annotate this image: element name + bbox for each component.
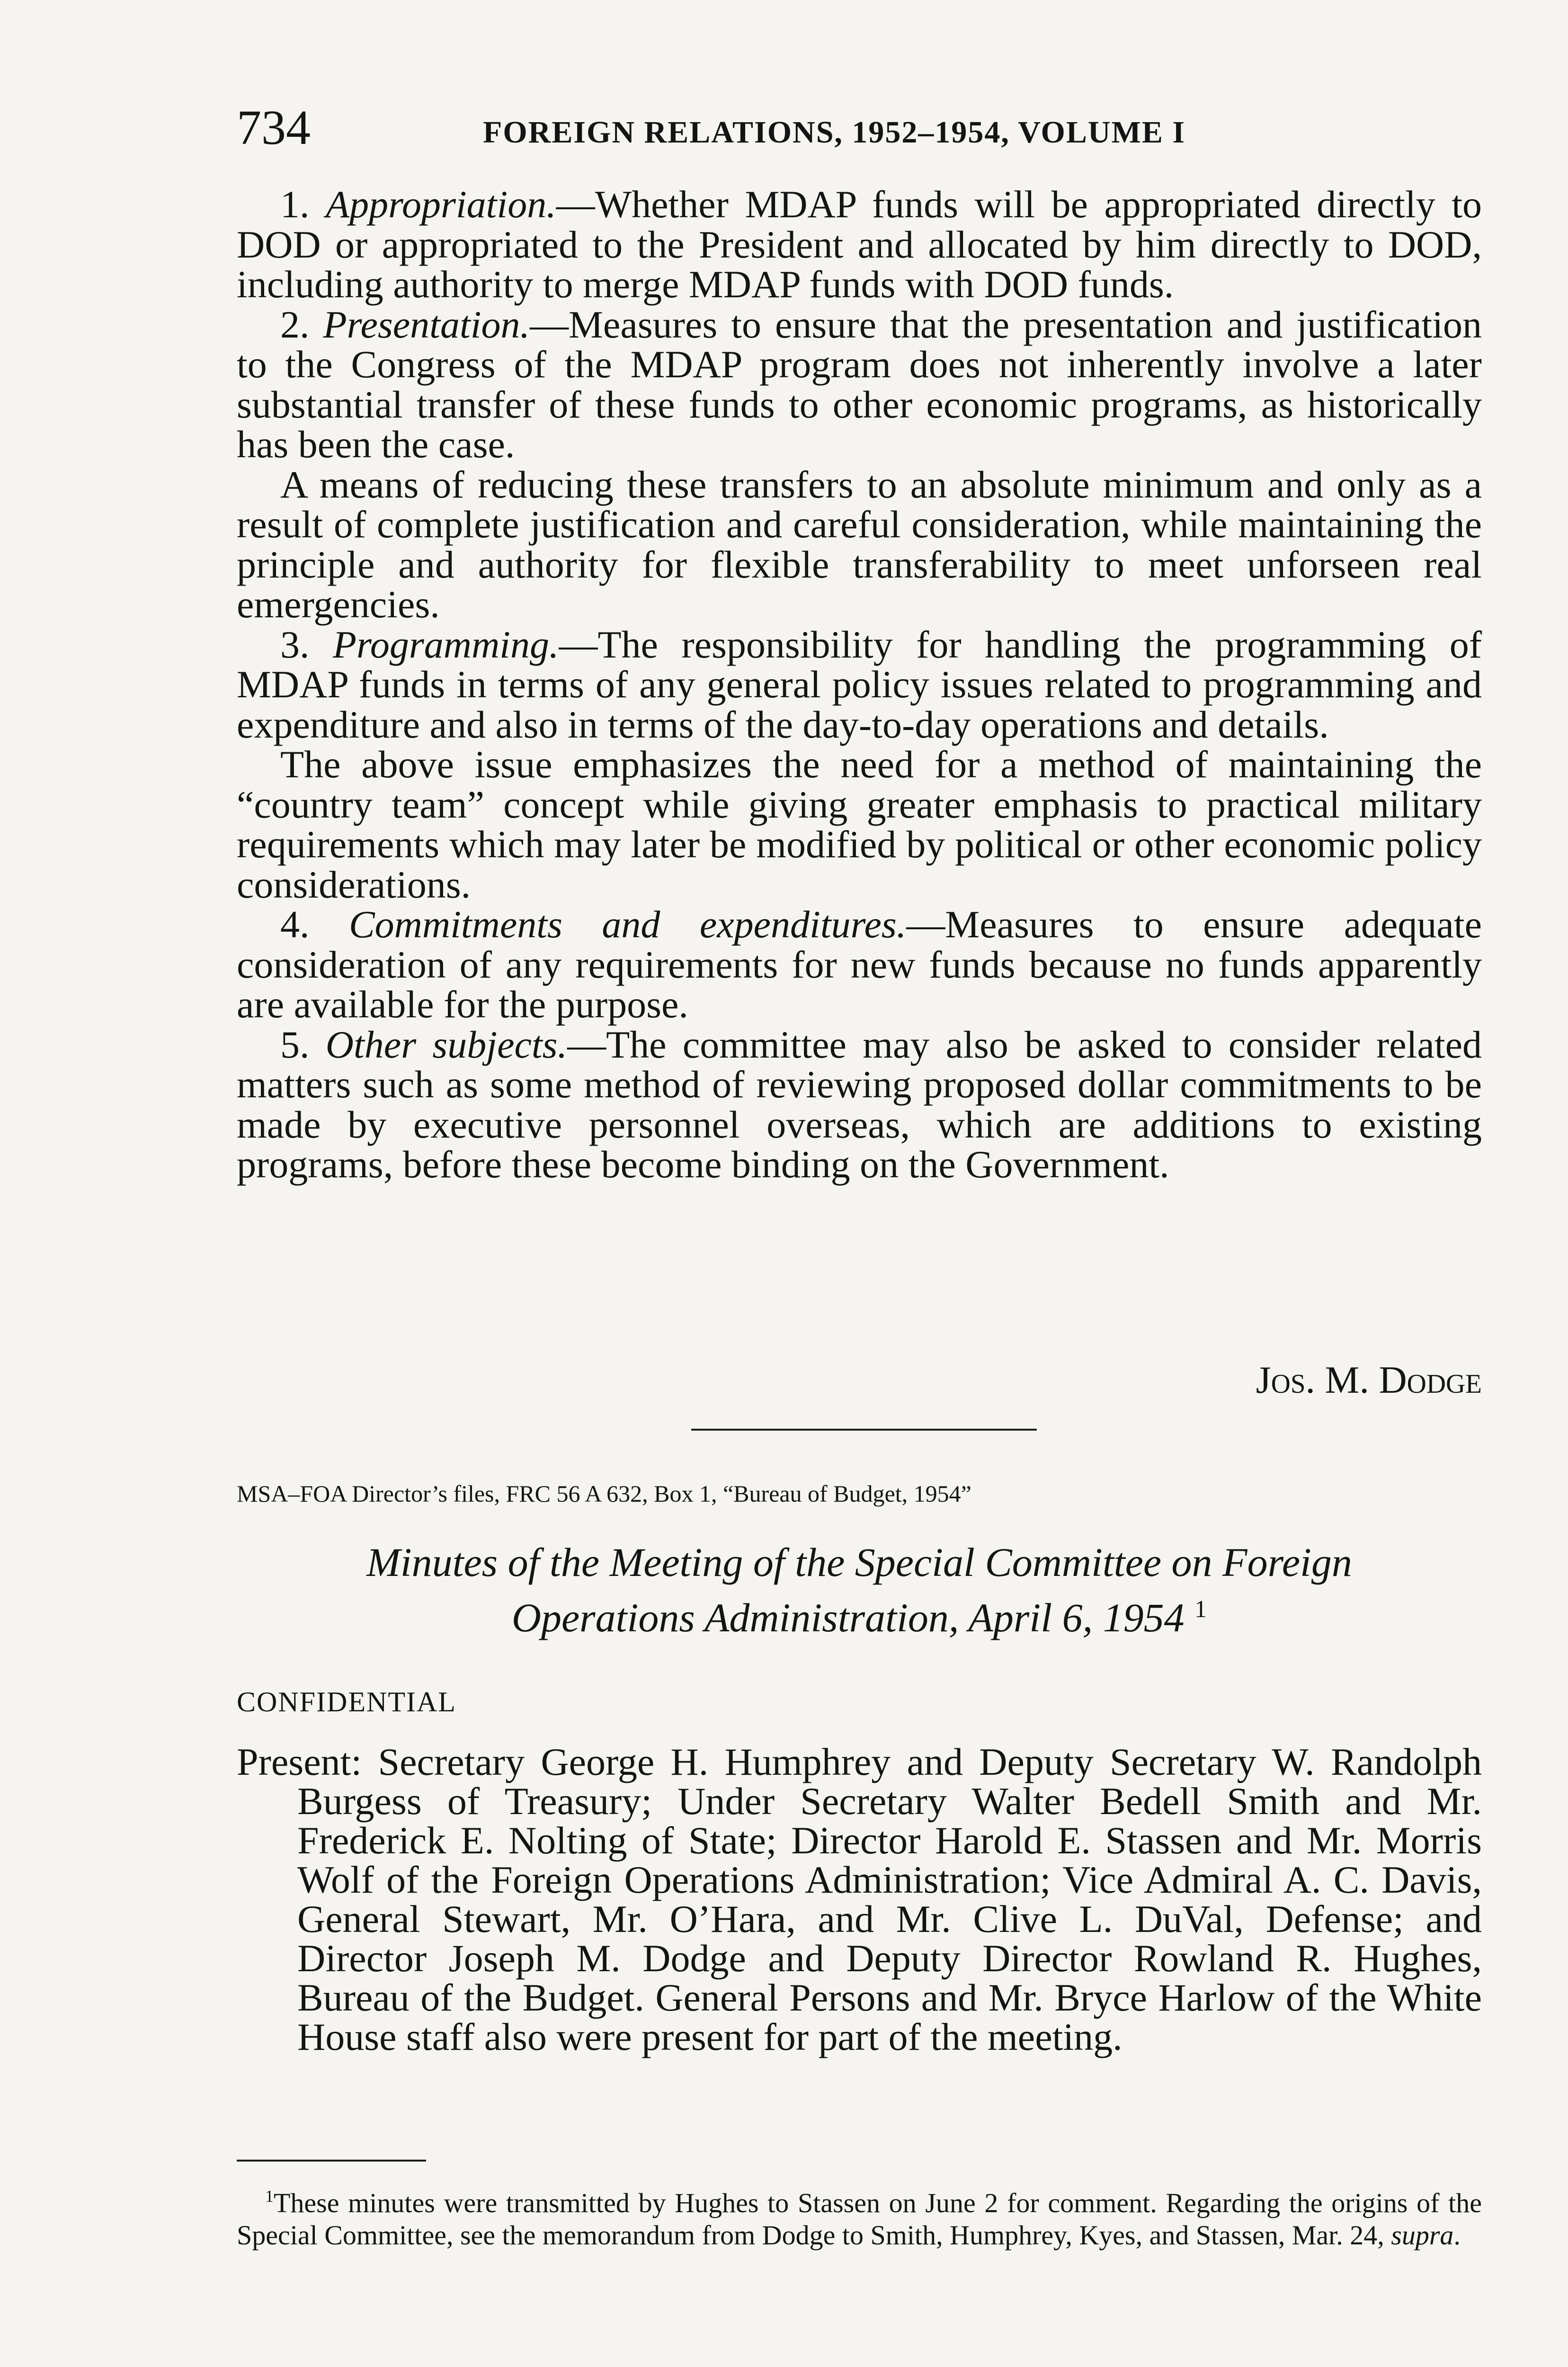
footnote-italic: supra bbox=[1391, 2220, 1454, 2251]
item-number: 3. bbox=[280, 623, 333, 666]
page-header bbox=[237, 95, 1302, 161]
item-presentation bbox=[237, 305, 1482, 465]
title-line-1: Minutes of the Meeting of the Special Committee on Foreign bbox=[366, 1539, 1352, 1585]
footnote bbox=[237, 2180, 1482, 2251]
signature: Jos. M. Dodge bbox=[1256, 1358, 1482, 1401]
item-text: —Measures to ensure that the presentation and justification to the Congress of the MDAP program does not inherently involve a later substantial transfer of these funds to other economic programs, as historically has been the case. bbox=[237, 303, 1482, 466]
section-divider bbox=[691, 1429, 1037, 1431]
memo-body bbox=[237, 185, 1482, 1185]
running-head: FOREIGN RELATIONS, 1952–1954, VOLUME I bbox=[483, 115, 1186, 150]
footnote-end: . bbox=[1453, 2220, 1461, 2251]
footnote-text: These minutes were transmitted by Hughes to Stassen on June 2 for comment. Regarding the origins of the Special Committee, see the memorandum from Dodge to Smith, Humphrey, Kyes, and Stassen, Mar. 24, bbox=[237, 2188, 1482, 2251]
item-heading: Other subjects. bbox=[325, 1023, 568, 1066]
item-programming bbox=[237, 625, 1482, 745]
item-text: A means of reducing these transfers to an absolute minimum and only as a result of complete justification and careful consideration, while maintaining the principle and authority for flexible transferability to meet unforseen real emergencies. bbox=[237, 463, 1482, 626]
title-line-2-text: Operations Administration, April 6, 1954 bbox=[511, 1595, 1185, 1640]
item-text: The above issue emphasizes the need for a method of maintaining the “country team” concept while giving greater emphasis to practical military requirements which may later be modified by political or other economic policy considerations. bbox=[237, 743, 1482, 906]
attendees-paragraph: Present: Secretary George H. Humphrey and Deputy Secretary W. Randolph Burgess of Treasury; Under Secretary Walter Bedell Smith and Mr. Frederick E. Nolting of State; Director Harold E. Stassen and Mr. Morris Wolf of the Foreign Operations Administration; Vice Admiral A. C. Davis, General Stewart, Mr. O’Hara, and Mr. Clive L. DuVal, Defense; and Director Joseph M. Dodge and Deputy Director Rowland R. Hughes, Bureau of the Budget. General Persons and Mr. Bryce Harlow of the White House staff also were present for part of the meeting. bbox=[237, 1740, 1482, 2058]
classification-label: CONFIDENTIAL bbox=[237, 1686, 456, 1717]
item-text: —Whether MDAP funds will be appropriated directly to DOD or appropriated to the President and allocated by him directly to DOD, including authority to merge MDAP funds with DOD funds. bbox=[237, 183, 1482, 306]
item-heading: Appropriation. bbox=[325, 183, 556, 226]
footnote-reference: 1 bbox=[1194, 1596, 1207, 1623]
item-number: 2. bbox=[280, 303, 323, 346]
item-text: —The responsibility for handling the programming of MDAP funds in terms of any general policy issues related to programming and expenditure and also in terms of the day-to-day operations and details. bbox=[237, 623, 1482, 746]
item-other-subjects bbox=[237, 1025, 1482, 1185]
item-text: —Measures to ensure adequate consideration of any requirements for new funds because no funds apparently are available for the purpose. bbox=[237, 903, 1482, 1026]
item-heading: Commitments and expenditures. bbox=[348, 903, 907, 946]
document-title bbox=[237, 1539, 1482, 1641]
item-presentation-detail bbox=[237, 465, 1482, 625]
source-note: MSA–FOA Director’s files, FRC 56 A 632, Box 1, “Bureau of Budget, 1954” bbox=[237, 1480, 971, 1507]
item-heading: Programming. bbox=[332, 623, 559, 666]
item-appropriation bbox=[237, 185, 1482, 305]
item-number: 1. bbox=[280, 183, 326, 226]
item-heading: Presentation. bbox=[323, 303, 530, 346]
footnote-rule bbox=[237, 2160, 426, 2162]
page-number: 734 bbox=[237, 100, 311, 155]
item-text: —The committee may also be asked to consider related matters such as some method of reviewing proposed dollar commitments to be made by executive personnel overseas, which are additions to existing programs, before these become binding on the Government. bbox=[237, 1023, 1482, 1186]
item-programming-detail bbox=[237, 745, 1482, 905]
item-number: 4. bbox=[280, 903, 349, 946]
item-number: 5. bbox=[280, 1023, 326, 1066]
item-commitments bbox=[237, 905, 1482, 1025]
title-line-2 bbox=[237, 1586, 1482, 1641]
footnote-marker: 1 bbox=[265, 2187, 274, 2206]
